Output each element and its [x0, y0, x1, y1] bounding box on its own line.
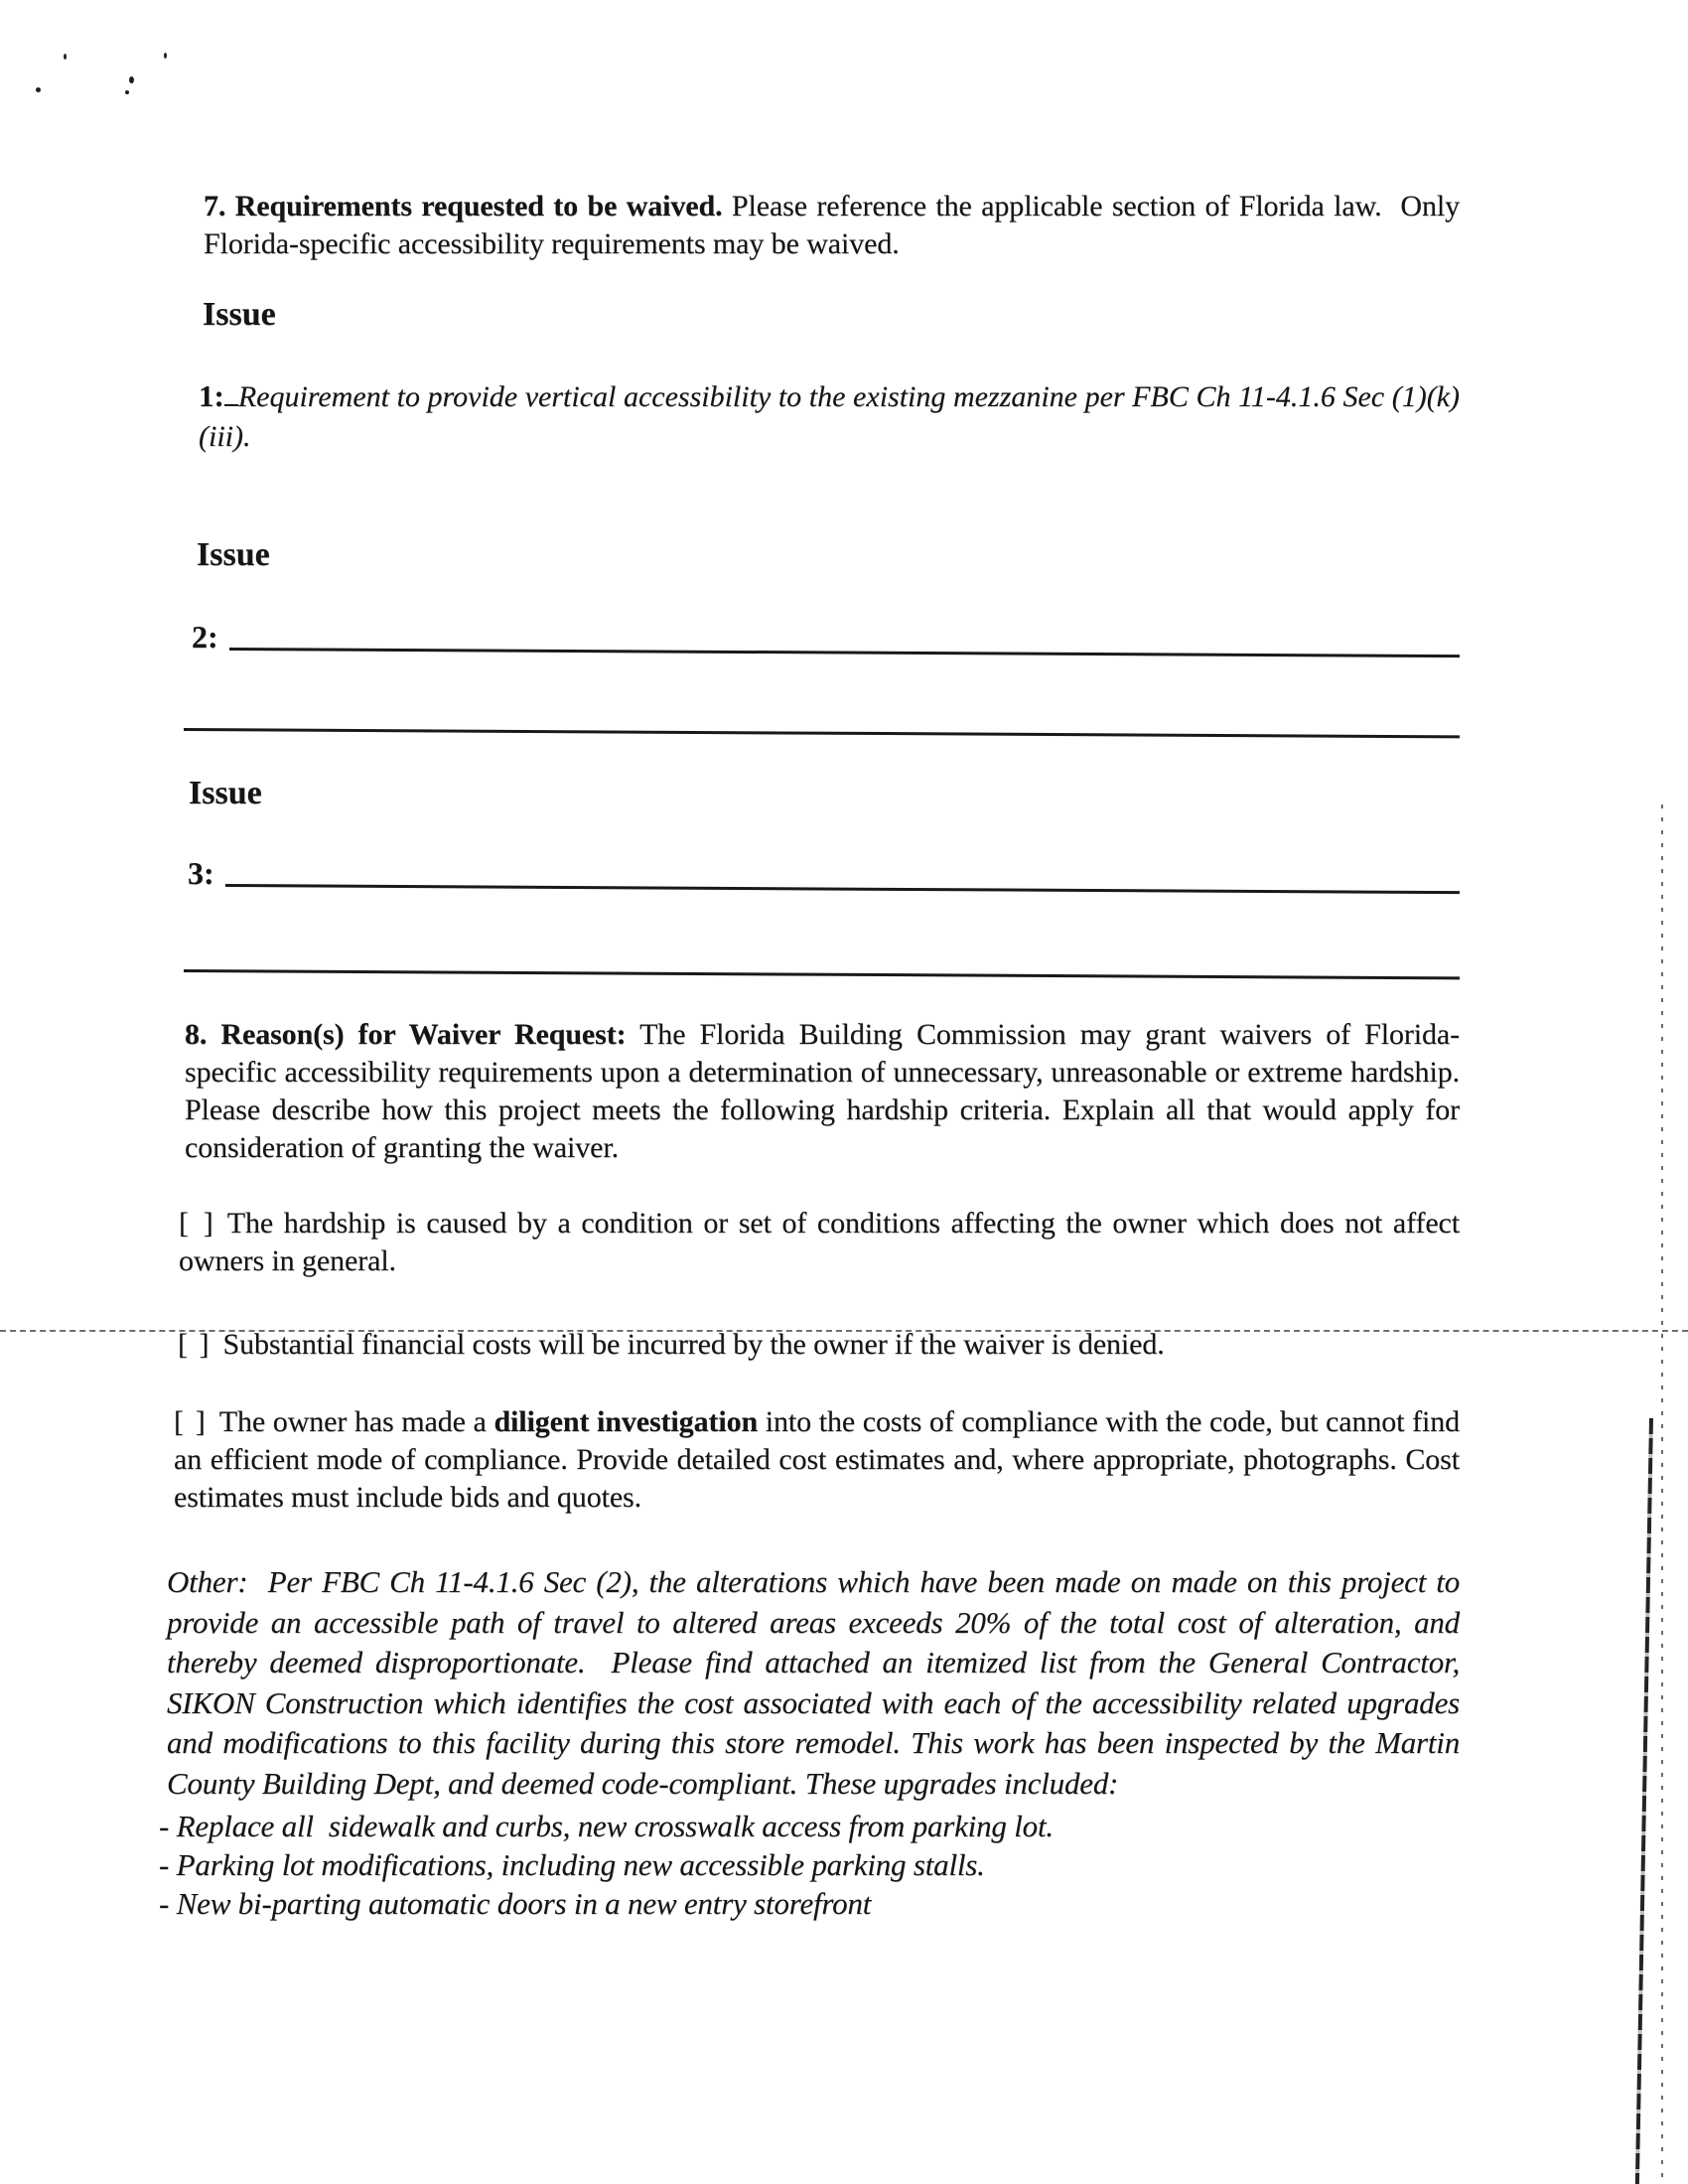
issue-3-heading: Issue [189, 775, 262, 811]
upgrade-list [159, 1807, 1460, 1923]
criterion-3-bold-phrase: diligent investigation [493, 1405, 759, 1438]
issue-3-extra-fill-in-line [184, 969, 1460, 979]
scan-horizontal-dashed-line [0, 1330, 1688, 1332]
issue-1-number: 1: [199, 378, 224, 413]
scan-vertical-dotted-line [1661, 804, 1663, 2184]
criterion-diligent-investigation [174, 1403, 1460, 1517]
issue-3-row [188, 852, 1460, 894]
scan-speck [129, 76, 134, 83]
issue-2-number: 2: [192, 619, 218, 655]
other-reason-paragraph: Other: Per FBC Ch 11-4.1.6 Sec (2), the alterations which have been made on made on this project to provide an accessible path of travel to altered areas exceeds 20% of the total cost of alteration, and thereby deemed disproportionate. Please find attached an itemized list from the General Contractor, SIKON Construction which identifies the cost associated with each of the accessibility related upgrades and modifications to this facility during this store remodel. This work has been inspected by the Martin County Building Dept, and deemed code-compliant. These upgrades included: [167, 1564, 1460, 1801]
issue-3-fill-in-line [225, 884, 1460, 894]
section-8-body-text: The Florida Building Commission may grant waivers of Florida-specific accessibility requirements upon a determination of unnecessary, unreasonable or extreme hardship. Please describe how this project meets the following hardship criteria. Explain all that would apply for consideration of granting the waiver. [185, 1018, 1460, 1164]
criterion-hardship-condition [179, 1205, 1460, 1280]
issue-2-fill-in-line [229, 648, 1460, 657]
scan-vertical-dark-line [1635, 1418, 1653, 2184]
issue-1-text: Requirement to provide vertical accessibility to the existing mezzanine per FBC Ch 11-4.1.6 Sec (1)(k)(iii). [199, 380, 1460, 453]
issue-2-row [192, 616, 1460, 657]
upgrade-item-sidewalk: - Replace all sidewalk and curbs, new crosswalk access from parking lot. [159, 1809, 1054, 1843]
checkbox-empty: [ ] [178, 1328, 211, 1361]
upgrade-item-parking: - Parking lot modifications, including new accessible parking stalls. [159, 1847, 985, 1882]
scan-speck [36, 87, 41, 92]
criterion-2-text: Substantial financial costs will be incurred by the owner if the waiver is denied. [222, 1328, 1165, 1361]
checkbox-empty: [ ] [174, 1405, 208, 1438]
criterion-3-text-pre: The owner has made a [218, 1405, 494, 1438]
issue-1-heading: Issue [203, 296, 276, 333]
issue-2-heading: Issue [197, 536, 270, 573]
section-8-paragraph [185, 1016, 1460, 1167]
section-7-body-text: Please reference the applicable section of Florida law. Only Florida-specific accessibility requirements may be waived. [204, 190, 1460, 260]
underscore-mark [224, 374, 238, 406]
section-8-heading: 8. Reason(s) for Waiver Request: [185, 1018, 627, 1051]
upgrade-item-doors: - New bi-parting automatic doors in a new entry storefront [159, 1886, 872, 1921]
issue-3-number: 3: [188, 855, 214, 891]
issue-1-answer [199, 374, 1460, 457]
section-7-heading: 7. Requirements requested to be waived. [204, 190, 723, 222]
scan-speck [64, 54, 67, 60]
checkbox-empty: [ ] [179, 1207, 215, 1239]
criterion-1-text: The hardship is caused by a condition or set of conditions affecting the owner which does not affect owners in general. [179, 1207, 1461, 1277]
criterion-3-text-post: into the costs of compliance with the code, but cannot find an efficient mode of compliance. Provide detailed cost estimates and, where appropriate, photographs. Cost estimates must include bids and quotes. [174, 1405, 1460, 1514]
document-content [159, 0, 1460, 1923]
issue-2-extra-fill-in-line [184, 728, 1460, 738]
scan-speck [125, 90, 129, 94]
section-7-paragraph [204, 0, 1460, 263]
